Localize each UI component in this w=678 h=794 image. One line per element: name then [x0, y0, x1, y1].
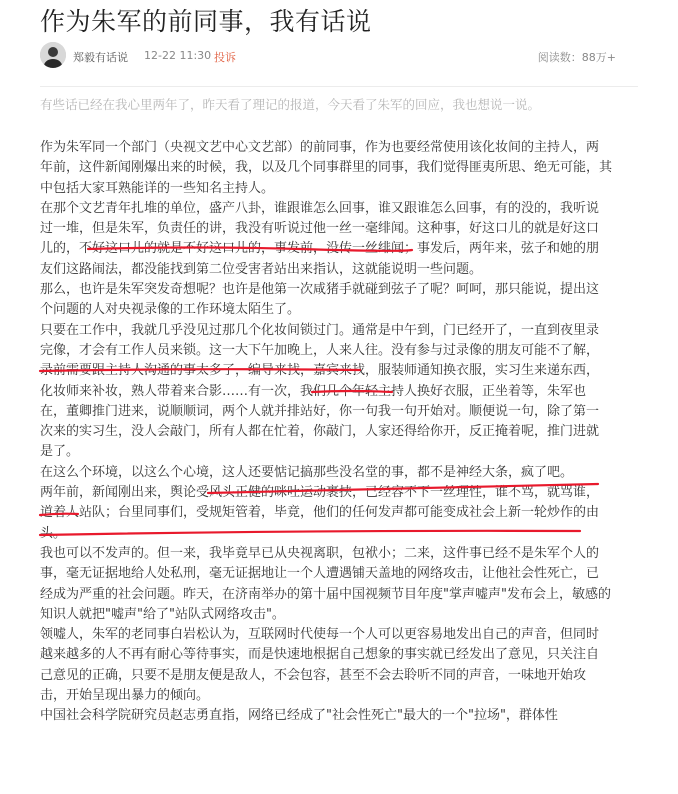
article-title: 作为朱军的前同事，我有话说 — [40, 7, 372, 36]
article-line: 在这么个环境，以这么个心境，这人还要惦记搞那些没名堂的事，都不是神经大条，疯了吧。 — [40, 464, 574, 480]
article-line: 化妆师来补妆，熟人带着来合影……有一次，我们几个年轻主持人换好衣服，正坐着等，朱军也 — [40, 383, 587, 399]
article-line: 友们这路闹法，都没能找到第二位受害者站出来指认，这就能说明一些问题。 — [40, 261, 483, 277]
view-count: 阅读数：88万+ — [537, 51, 616, 64]
article-line: 年前，这件新闻刚爆出来的时候，我，以及几个同事群里的同事，我们觉得匪夷所思、绝无可能，其 — [40, 160, 613, 176]
article-line: 事，毫无证据地给人处私刑，毫无证据地让一个人遭遇铺天盖地的网络攻击，让他社会性死亡，已 — [40, 566, 600, 582]
author-avatar[interactable] — [40, 42, 66, 68]
article-line: 在那个文艺青年扎堆的单位，盛产八卦，谁跟谁怎么回事，谁又跟谁怎么回事，有的没的，我听说 — [40, 200, 600, 216]
article-line: 次来的实习生，没人会敲门，所有人都在忙着，你敲门，人家还得给你开，反正掩着呢，推门进就 — [40, 424, 600, 440]
article-line: 那么，也许是朱军突发奇想呢？也许是他第一次咸猪手就碰到弦子了呢？呵呵，那只能说，提出这 — [40, 282, 600, 298]
article-line: 是了。 — [40, 444, 80, 460]
publish-date: 12-22 11:30 — [144, 49, 212, 62]
article-line: 知识人就把"嘘声"给了"站队式网络攻击"。 — [40, 606, 285, 622]
article-line: 中包括大家耳熟能详的一些知名主持人。 — [40, 180, 275, 196]
article-line: 道着人站队；台里同事们，受规矩管着，毕竟，他们的任何发声都可能变成社会上新一轮炒作的由 — [40, 505, 600, 521]
article-line: 我也可以不发声的。但一来，我毕竟早已从央视离职，包袱小；二来，这件事已经不是朱军个人的 — [40, 545, 600, 561]
divider — [40, 86, 638, 87]
article-lead: 有些话已经在我心里两年了，昨天看了理记的报道，今天看了朱军的回应，我也想说一说。 — [40, 97, 541, 112]
article-line: 儿的，不好这口儿的就是不好这口儿的，事发前，没传一丝绯闻；事发后，两年来，弦子和她的朋 — [40, 241, 600, 257]
article-line: 中国社会科学院研究员赵志勇直指，网络已经成了"社会性死亡"最大的一个"拉场"，群体性 — [40, 708, 558, 724]
author-name[interactable]: 郑毅有话说 — [73, 51, 128, 64]
article-line: 击，开始呈现出暴力的倾向。 — [40, 688, 210, 704]
article-line: 领嘘人，朱军的老同事白岩松认为，互联网时代使每一个人可以更容易地发出自己的声音，但同时 — [40, 627, 600, 643]
article-line: 只要在工作中，我就几乎没见过那几个化妆间锁过门。通常是中午到，门已经开了，一直到夜里录 — [40, 322, 600, 338]
article-line: 个问题的人对央视录像的工作环境太陌生了。 — [40, 302, 301, 318]
article-line: 过一堆，但是朱军，负责任的讲，我没有听说过他一丝一毫绯闻。这种事，好这口儿的就是好这口 — [40, 221, 600, 237]
article-line: 在，董卿推门进来，说顺顺词，两个人就并排站好，你一句我一句开始对。顺便说一句，除了第一 — [40, 403, 600, 419]
article-line: 越来越多的人不再有耐心等待事实，而是快速地根据自己想象的事实就已经发出了意见，只关注自 — [40, 647, 600, 663]
article-line: 完像，才会有工作人员来锁。这一大下午加晚上，人来人往。没有参与过录像的朋友可能不了解， — [40, 342, 600, 358]
article-line: 经成为严重的社会问题。昨天，在济南举办的第十届中国视频节目年度"掌声嘘声"发布会上，敏感的 — [40, 586, 611, 602]
article-line: 录前需要跟主持人沟通的事太多了，编导来找，嘉宾来找，服装师通知换衣服，实习生来递东西， — [40, 363, 600, 379]
article-line: 己意见的正确，只要不是朋友便是敌人，不会包容，甚至不会去聆听不同的声音，一味地开始攻 — [40, 667, 587, 683]
article-meta — [40, 42, 640, 70]
article-line: 头。 — [40, 525, 67, 541]
article-body — [40, 138, 640, 727]
article-line: 两年前，新闻刚出来，舆论受风头正健的咪吐运动裹挟，已经容不下一丝理性，谁不骂，就骂谁， — [40, 485, 600, 501]
article-line: 作为朱军同一个部门（央视文艺中心文艺部）的前同事，作为也要经常使用该化妆间的主持人，两 — [40, 140, 600, 155]
report-link[interactable]: 投诉 — [214, 51, 236, 64]
